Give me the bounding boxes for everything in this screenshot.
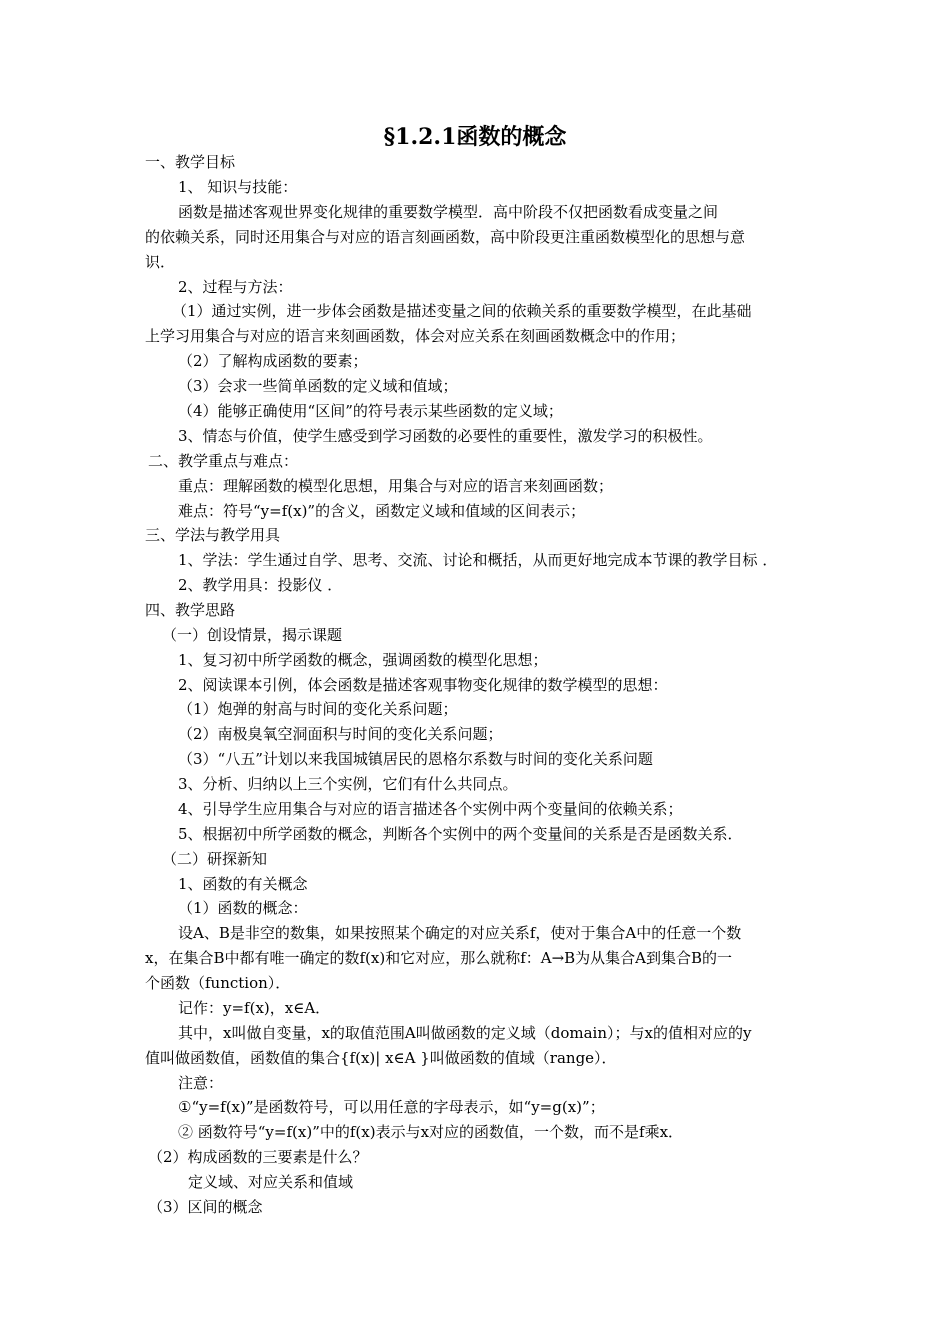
text-line: 1、函数的有关概念 xyxy=(178,875,308,893)
text-line: 注意： xyxy=(178,1074,224,1092)
text-line: 个函数（function）． xyxy=(145,974,291,992)
text-line: 1、学法：学生通过自学、思考、交流、讨论和概括，从而更好地完成本节课的教学目标 ． xyxy=(178,551,778,569)
text-line: 二、教学重点与难点： xyxy=(148,452,299,470)
text-line: x，在集合B中都有唯一确定的数f(x)和它对应，那么就称f：A→B为从集合A到集合B的一 xyxy=(145,949,733,967)
text-line: 一、教学目标 xyxy=(145,153,236,171)
text-line: 5、根据初中所学函数的概念，判断各个实例中的两个变量间的关系是否是函数关系． xyxy=(178,825,743,843)
text-line: 1、 知识与技能： xyxy=(178,178,298,196)
text-line: 其中，x叫做自变量，x的取值范围A叫做函数的定义域（domain）；与x的值相对应的y xyxy=(178,1024,752,1042)
text-line: 定义域、对应关系和值域 xyxy=(188,1173,354,1191)
text-line: 的依赖关系，同时还用集合与对应的语言刻画函数，高中阶段更注重函数模型化的思想与意 xyxy=(145,228,746,246)
text-line: （1）函数的概念： xyxy=(178,899,308,917)
text-line: （3）区间的概念 xyxy=(148,1198,263,1216)
text-line: （3）“八五”计划以来我国城镇居民的恩格尔系数与时间的变化关系问题 xyxy=(178,750,653,768)
text-line: 3、分析、归纳以上三个实例，它们有什么共同点。 xyxy=(178,775,518,793)
text-line: （2）构成函数的三要素是什么？ xyxy=(148,1148,368,1166)
text-line: 三、学法与教学用具 xyxy=(145,526,281,544)
text-line: 四、教学思路 xyxy=(145,601,236,619)
text-line: 1、复习初中所学函数的概念，强调函数的模型化思想； xyxy=(178,651,548,669)
text-line: （2）了解构成函数的要素； xyxy=(178,352,368,370)
text-line: ①“y=f(x)”是函数符号，可以用任意的字母表示，如“y=g(x)”； xyxy=(178,1098,605,1116)
text-line: （1）通过实例，进一步体会函数是描述变量之间的依赖关系的重要数学模型，在此基础 xyxy=(172,302,752,320)
text-line: 设A、B是非空的数集，如果按照某个确定的对应关系f，使对于集合A中的任意一个数 xyxy=(178,924,742,942)
text-line: 重点：理解函数的模型化思想，用集合与对应的语言来刻画函数； xyxy=(178,477,614,495)
text-line: （3）会求一些简单函数的定义域和值域； xyxy=(178,377,458,395)
text-line: ② 函数符号“y=f(x)”中的f(x)表示与x对应的函数值，一个数，而不是f乘x． xyxy=(178,1123,684,1141)
text-line: 2、教学用具：投影仪 ． xyxy=(178,576,343,594)
text-line: 2、过程与方法： xyxy=(178,278,293,296)
text-line: 难点：符号“y=f(x)”的含义，函数定义域和值域的区间表示； xyxy=(178,502,586,520)
text-line: （二）研探新知 xyxy=(162,850,268,868)
text-line: 3、情态与价值，使学生感受到学习函数的必要性的重要性，激发学习的积极性。 xyxy=(178,427,713,445)
text-line: 4、引导学生应用集合与对应的语言描述各个实例中两个变量间的依赖关系； xyxy=(178,800,683,818)
text-line: 2、阅读课本引例，体会函数是描述客观事物变化规律的数学模型的思想： xyxy=(178,676,668,694)
text-line: 记作：y=f(x)，x∈A． xyxy=(178,999,331,1017)
text-line: （1）炮弹的射高与时间的变化关系问题； xyxy=(178,700,458,718)
text-line: 函数是描述客观世界变化规律的重要数学模型．高中阶段不仅把函数看成变量之间 xyxy=(178,203,719,221)
text-line: 上学习用集合与对应的语言来刻画函数，体会对应关系在刻画函数概念中的作用； xyxy=(145,327,686,345)
document-title: §1.2.1函数的概念 xyxy=(383,124,567,150)
text-line: （4）能够正确使用“区间”的符号表示某些函数的定义域； xyxy=(178,402,563,420)
text-line: （一）创设情景，揭示课题 xyxy=(162,626,343,644)
text-line: 值叫做函数值，函数值的集合{f(x)| x∈A }叫做函数的值域（range）． xyxy=(145,1049,617,1067)
text-line: 识． xyxy=(145,253,176,271)
text-line: （2）南极臭氧空洞面积与时间的变化关系问题； xyxy=(178,725,503,743)
